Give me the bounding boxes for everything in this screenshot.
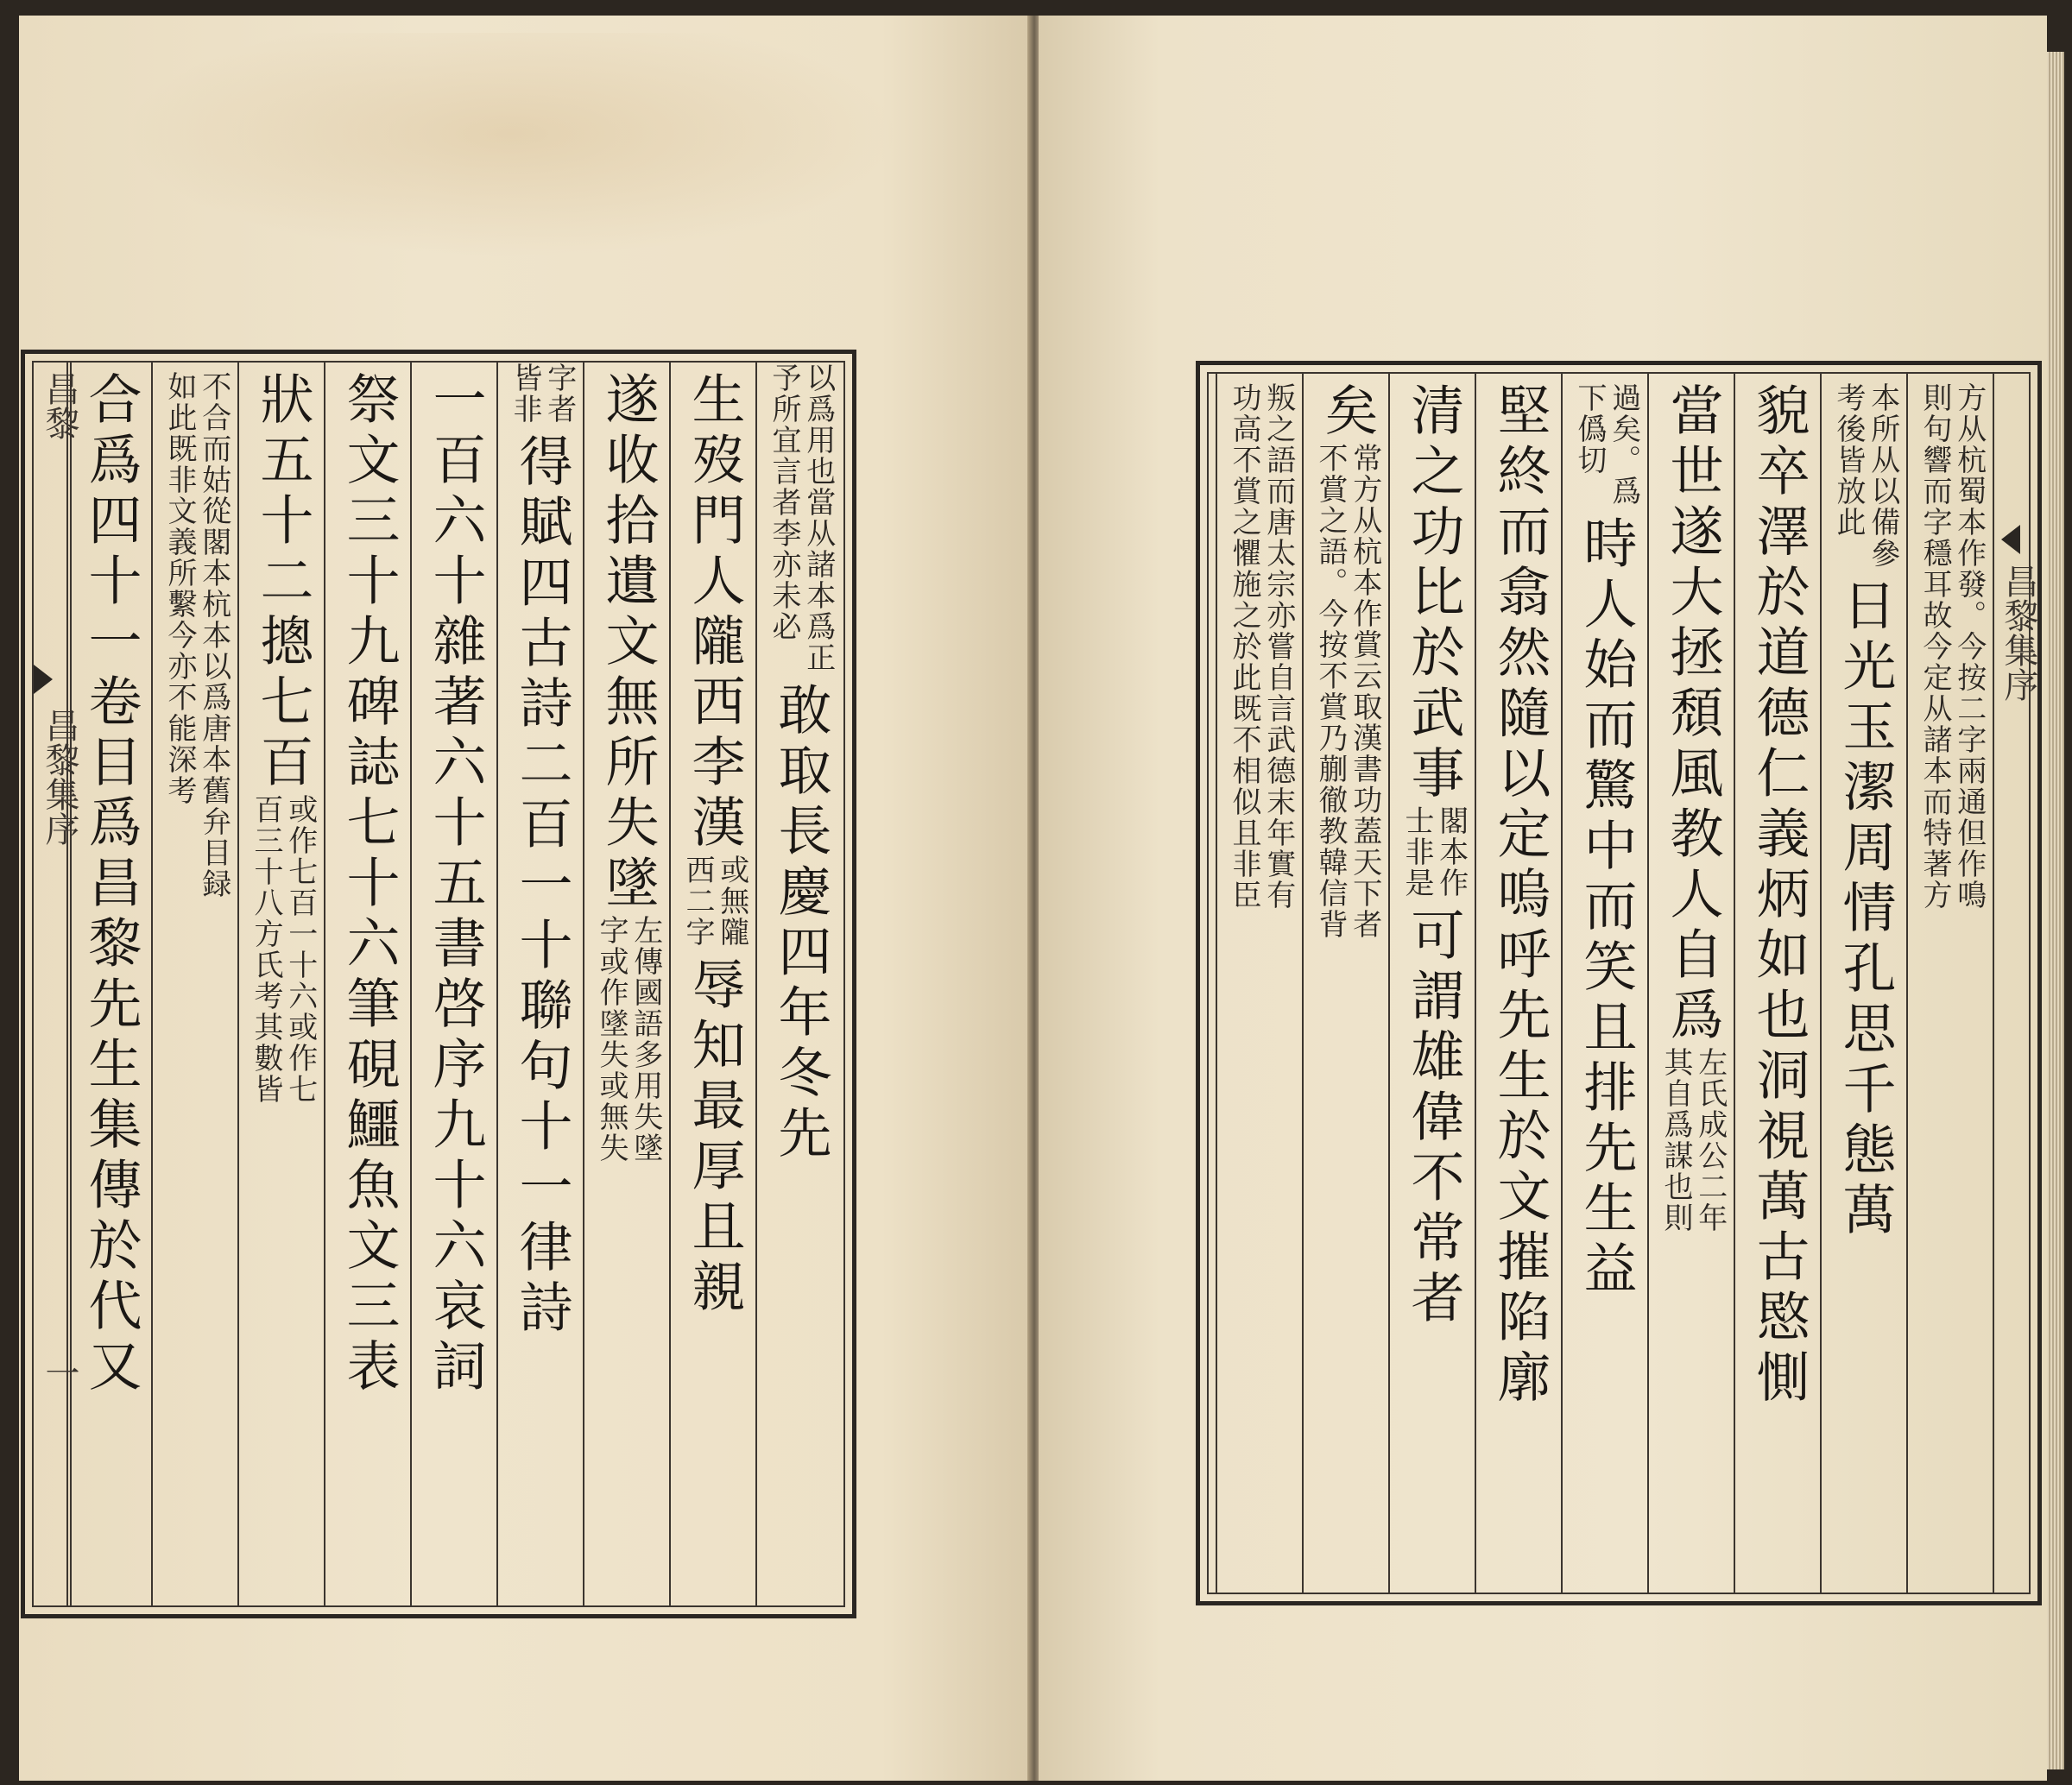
annotation-text: 予所宜言者李亦未必 [767,363,801,642]
main-text: 一百六十雜著六十五書啓序九十六哀詞 [424,371,487,1398]
fish-tail-mark [2001,525,2020,554]
main-text: 可謂雄偉不常者 [1402,907,1465,1330]
annotation-text: 其自爲謀也則 [1658,1047,1693,1233]
annotation-text: 字者 [541,363,577,425]
text-column-9 [66,363,153,1605]
annotation-text: 左氏成公二年 [1692,1047,1728,1233]
annotation-text: 本所从以備參 [1865,382,1900,569]
double-line-annotation [1399,805,1469,899]
annotation-text: 閣本作 [1433,805,1469,899]
text-column-8 [151,363,239,1605]
annotation-text: 百三十八方氏考其數皆 [249,794,283,1105]
text-column-8 [1302,374,1390,1593]
right-page-margin-column [1993,374,2038,1593]
main-text: 得賦四古詩二百一十聯句十一律詩 [510,433,573,1340]
main-text: 祭文三十九碑誌七十六筆硯鱷魚文三表 [338,371,401,1398]
annotation-text: 考後皆放此 [1831,382,1866,538]
right-text-frame [1196,361,2042,1605]
main-text: 日光玉潔周情孔思千態萬 [1834,577,1897,1242]
annotation-text: 士非是 [1399,805,1434,899]
margin-title-text: 昌黎集序 [1999,564,2038,702]
annotation-text: 如此既非文義所繫今亦不能深考 [162,371,197,806]
annotation-text: 叛之語而唐太宗亦嘗自言武德末年實有 [1260,382,1296,911]
text-column-7 [1388,374,1476,1593]
main-text: 矣 [1316,382,1379,443]
text-column-6 [324,363,412,1605]
text-column-1 [755,363,843,1605]
text-column-1 [1906,374,1994,1593]
annotation-text: 不賞之語。今按不賞乃蒯徹教韓信背 [1313,443,1348,940]
annotation-text: 不合而姑從閣本杭本以爲唐本舊弁目録 [196,371,231,899]
main-text: 合爲四十一卷目爲昌黎先生集傳於代又 [79,371,142,1398]
margin-page-number: 一 [40,1355,79,1390]
annotation-text: 或作七百一十六或作七 [282,794,318,1105]
main-text: 貌卒澤於道德仁義炳如也洞視萬古愍惻 [1747,382,1810,1410]
double-line-annotation [767,363,836,673]
text-column-5 [1561,374,1649,1593]
text-column-3 [1734,374,1822,1593]
annotation-text: 則句響而字穩耳故今定从諸本而特著方 [1917,382,1952,911]
text-column-2 [669,363,757,1605]
text-column-3 [583,363,671,1605]
annotation-text: 常方从杭本作賞云取漢書功蓋天下者 [1347,443,1382,940]
main-text: 堅終而翕然隨以定嗚呼先生於文摧陷廓 [1488,382,1551,1410]
double-line-annotation [594,915,663,1164]
double-line-annotation [1658,1047,1728,1233]
annotation-text: 以爲用也當从諸本爲正 [800,363,836,673]
text-column-9 [1216,374,1304,1593]
double-line-annotation [1227,374,1296,911]
main-text: 清之功比於武事 [1402,382,1465,805]
text-column-7 [237,363,325,1605]
annotation-text: 皆非 [508,363,542,425]
annotation-text: 下僞切 [1572,382,1607,476]
double-line-annotation [1313,443,1382,940]
text-column-6 [1475,374,1563,1593]
annotation-text: 方从杭蜀本作發。今按二字兩通但作鳴 [1951,382,1987,911]
text-column-4 [1647,374,1735,1593]
main-text: 狀五十二摠七百 [251,371,314,794]
annotation-text: 功高不賞之懼施之於此既不相似且非臣 [1227,382,1261,911]
main-text: 生歿門人隴西李漢 [683,371,746,855]
double-line-annotation [1917,374,1987,911]
double-line-annotation [1572,374,1641,507]
annotation-text: 或無隴 [714,855,749,948]
text-column-5 [410,363,498,1605]
annotation-text: 過矣。爲 [1606,382,1641,507]
main-text: 辱知最厚且親 [683,956,746,1319]
main-text: 遂收拾遺文無所失墜 [597,371,660,915]
water-stain [123,33,900,257]
left-text-frame [21,350,856,1618]
double-line-annotation [162,363,231,899]
annotation-text: 字或作墜失或無失 [594,915,629,1164]
margin-top-text: 昌黎 [40,371,79,440]
double-line-annotation [508,363,577,425]
annotation-text: 左傳國語多用失墜 [628,915,663,1164]
margin-title-text: 昌黎集序 [40,708,79,846]
annotation-text: 西二字 [680,855,715,948]
main-text: 當世遂大拯頹風教人自爲 [1661,382,1724,1047]
double-line-annotation [680,855,749,948]
text-column-4 [496,363,584,1605]
double-line-annotation [249,794,318,1105]
double-line-annotation [1831,374,1900,569]
page-edges [2047,52,2064,1769]
main-text: 時人始而驚中而笑且排先生益 [1575,515,1638,1301]
fish-tail-mark [34,665,53,694]
main-text: 敢取長慶四年冬先 [769,682,832,1165]
text-column-2 [1820,374,1908,1593]
